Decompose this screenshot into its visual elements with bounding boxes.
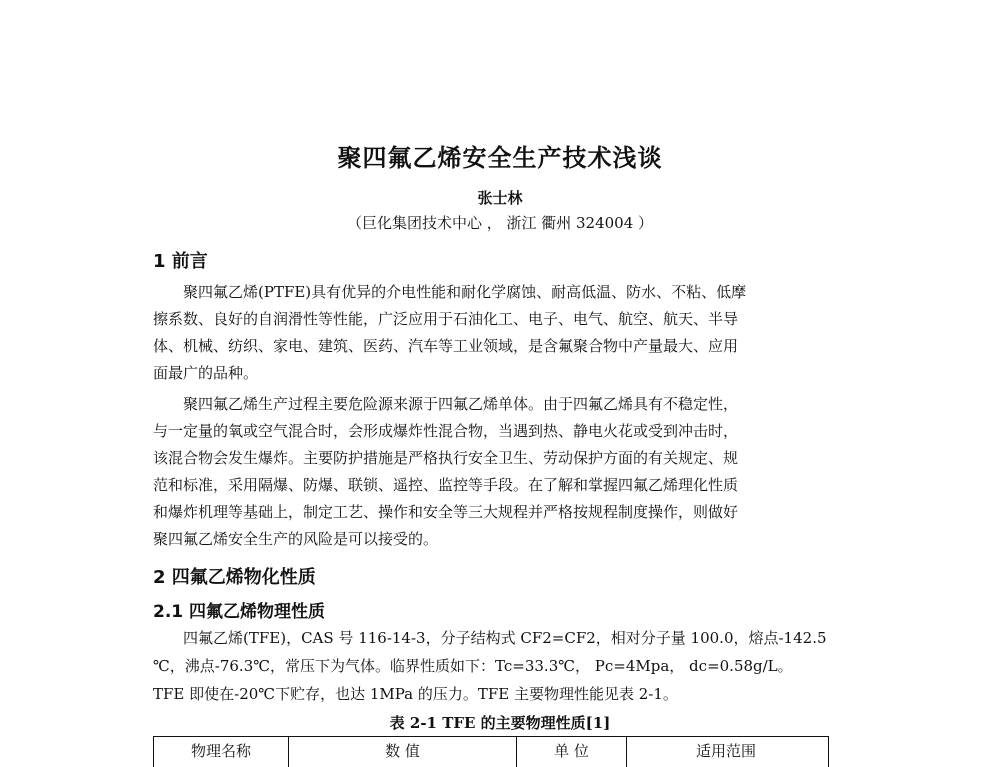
table-header-cell: 单 位 [517, 737, 627, 767]
paragraph-line: 面最广的品种。 [153, 364, 259, 382]
paragraph-line: 聚四氟乙烯生产过程主要危险源来源于四氟乙烯单体。由于四氟乙烯具有不稳定性， [183, 395, 739, 413]
subsection-heading-2-1: 2.1 四氟乙烯物理性质 [153, 602, 326, 622]
paragraph-line: 四氟乙烯(TFE)，CAS 号 116-14-3，分子结构式 CF2=CF2，相对分子量 100.0，熔点-142.5 [183, 629, 827, 647]
section-heading-2: 2 四氟乙烯物化性质 [153, 567, 316, 588]
table-header-cell: 物理名称 [154, 737, 289, 767]
paper-author: 张士林 [477, 189, 523, 207]
paragraph-line: 范和标准，采用隔爆、防爆、联锁、遥控、监控等手段。在了解和掌握四氟乙烯理化性质 [153, 476, 739, 494]
paragraph-line: 聚四氟乙烯(PTFE)具有优异的介电性能和耐化学腐蚀、耐高低温、防水、不粘、低摩 [183, 283, 747, 301]
paragraph-line: 体、机械、纺织、家电、建筑、医药、汽车等工业领域，是含氟聚合物中产量最大、应用 [153, 337, 739, 355]
paper-title: 聚四氟乙烯安全生产技术浅谈 [337, 144, 663, 172]
table-header-cell: 数 值 [289, 737, 517, 767]
paragraph-line: TFE 即使在-20℃下贮存，也达 1MPa 的压力。TFE 主要物理性能见表 2-1。 [153, 685, 678, 703]
paragraph-line: 和爆炸机理等基础上，制定工艺、操作和安全等三大规程并严格按规程制度操作，则做好 [153, 503, 739, 521]
paragraph-line: 与一定量的氧或空气混合时，会形成爆炸性混合物，当遇到热、静电火花或受到冲击时， [153, 422, 739, 440]
table-header-cell: 适用范围 [695, 742, 756, 760]
paragraph-line: 聚四氟乙烯安全生产的风险是可以接受的。 [153, 530, 439, 548]
properties-table [153, 736, 829, 767]
paragraph-line: 该混合物会发生爆炸。主要防护措施是严格执行安全卫生、劳动保护方面的有关规定、规 [153, 449, 739, 467]
paragraph-line: 擦系数、良好的自润滑性等性能，广泛应用于石油化工、电子、电气、航空、航天、半导 [153, 310, 739, 328]
section-heading-1: 1 前言 [153, 251, 208, 272]
paper-affiliation: （巨化集团技术中心 ， 浙江 衢州 324004 ） [346, 214, 654, 232]
paragraph-line: ℃，沸点-76.3℃，常压下为气体。临界性质如下：Tc=33.3℃， Pc=4Mpa， dc=0.58g/L。 [153, 657, 793, 675]
table-caption: 表 2-1 TFE 的主要物理性质[1] [389, 714, 611, 732]
